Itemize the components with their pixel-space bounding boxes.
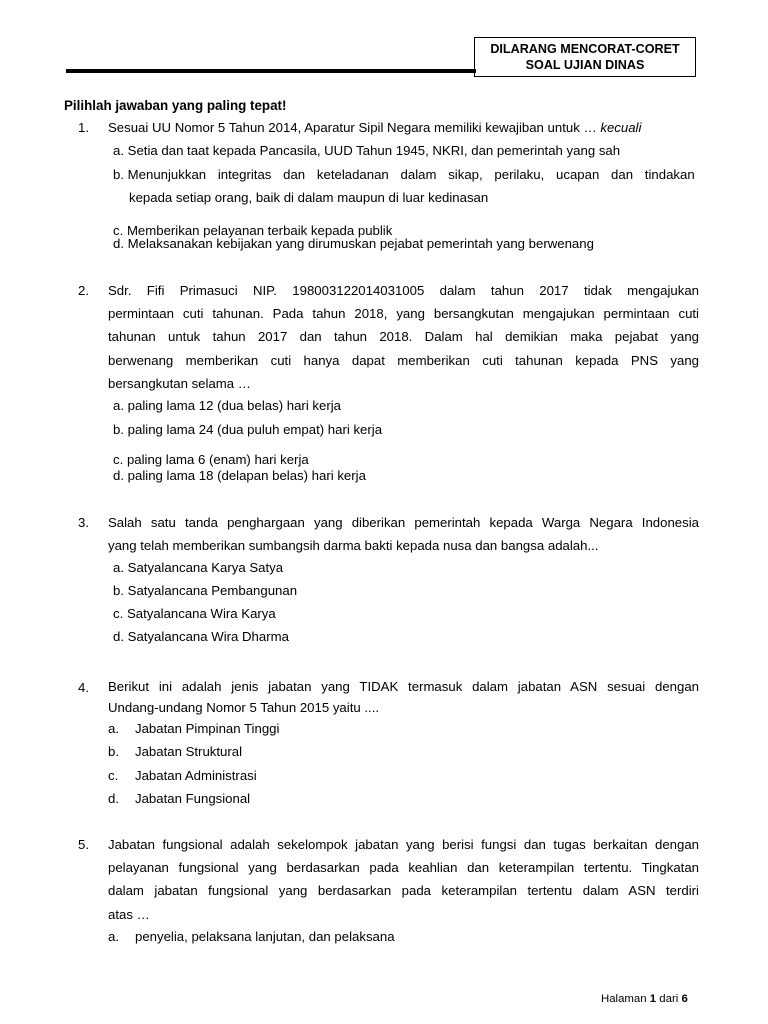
option-c[interactable]: c. paling lama 6 (enam) hari kerja xyxy=(113,452,309,467)
option-b[interactable]: b. paling lama 24 (dua puluh empat) hari kerja xyxy=(113,422,383,437)
option-a[interactable]: a. Setia dan taat kepada Pancasila, UUD Tahun 1945, NKRI, dan pemerintah yang sah xyxy=(113,143,621,158)
question-text: Sdr. Fifi Primasuci NIP. 198003122014031005 dalam tahun 2017 tidak mengajukan permintaan cuti tahunan. Pada tahun 2018, yang bersangkutan mengajukan permintaan cuti tahunan untuk tahun 2017 dan tahun 2018. Dalam hal demikian maka pejabat yang berwenang memberikan cuti hanya dapat memberikan cuti tahunan kepada PNS yang bersangkutan selama … xyxy=(108,283,699,391)
option-a[interactable]: a. Jabatan Pimpinan Tinggi xyxy=(108,721,280,736)
total-pages: 6 xyxy=(681,993,688,1005)
option-d[interactable]: d. Satyalancana Wira Dharma xyxy=(113,629,289,644)
instruction: Pilihlah jawaban yang paling tepat! xyxy=(64,98,287,113)
question-text: Sesuai UU Nomor 5 Tahun 2014, Aparatur Sipil Negara memiliki kewajiban untuk … kecuali xyxy=(108,120,642,135)
option-b[interactable]: b. Menunjukkan integritas dan keteladanan dalam sikap, perilaku, ucapan dan tindakan xyxy=(113,167,695,182)
question-text: Berikut ini adalah jenis jabatan yang TIDAK termasuk dalam jabatan ASN sesuai dengan Undang-undang Nomor 5 Tahun 2015 yaitu .... xyxy=(108,679,699,715)
header-line-2: SOAL UJIAN DINAS xyxy=(525,58,645,72)
question-text: Salah satu tanda penghargaan yang diberikan pemerintah kepada Warga Negara Indonesia yang telah memberikan sumbangsih darma bakti kepada nusa dan bangsa adalah... xyxy=(108,515,699,554)
option-d[interactable]: d. paling lama 18 (delapan belas) hari kerja xyxy=(113,468,366,483)
question-number: 3. xyxy=(78,515,89,530)
question-number: 1. xyxy=(78,120,89,135)
option-b-continued: kepada setiap orang, baik di dalam maupun di luar kedinasan xyxy=(129,190,489,205)
question-number: 4. xyxy=(78,680,89,695)
current-page: 1 xyxy=(649,993,657,1005)
option-a[interactable]: a. Satyalancana Karya Satya xyxy=(113,560,284,575)
question-number: 5. xyxy=(78,837,89,852)
page-footer: Halaman 1 dari 6 xyxy=(601,993,688,1005)
header-rule xyxy=(66,69,476,73)
option-b[interactable]: b. Satyalancana Pembangunan xyxy=(113,583,298,598)
header-notice-box xyxy=(474,37,696,77)
header-line-1: DILARANG MENCORAT-CORET xyxy=(490,42,680,56)
option-d[interactable]: d. Jabatan Fungsional xyxy=(108,791,251,806)
emphasis-text: kecuali xyxy=(600,120,642,135)
option-c[interactable]: c. Jabatan Administrasi xyxy=(108,768,257,783)
option-a[interactable]: a. penyelia, pelaksana lanjutan, dan pelaksana xyxy=(108,929,395,944)
option-d[interactable]: d. Melaksanakan kebijakan yang dirumuskan pejabat pemerintah yang berwenang xyxy=(113,236,594,251)
option-c[interactable]: c. Satyalancana Wira Karya xyxy=(113,606,276,621)
option-a[interactable]: a. paling lama 12 (dua belas) hari kerja xyxy=(113,398,341,413)
question-number: 2. xyxy=(78,283,89,298)
option-c[interactable]: c. Memberikan pelayanan terbaik kepada publik xyxy=(113,223,393,238)
option-b[interactable]: b. Jabatan Struktural xyxy=(108,744,243,759)
question-text: Jabatan fungsional adalah sekelompok jabatan yang berisi fungsi dan tugas berkaitan dengan pelayanan fungsional yang berdasarkan pada keahlian dan keterampilan tertentu. Tingkatan dalam jabatan fungsional yang berdasarkan pada keterampilan tertentu dalam ASN terdiri atas … xyxy=(108,837,699,922)
